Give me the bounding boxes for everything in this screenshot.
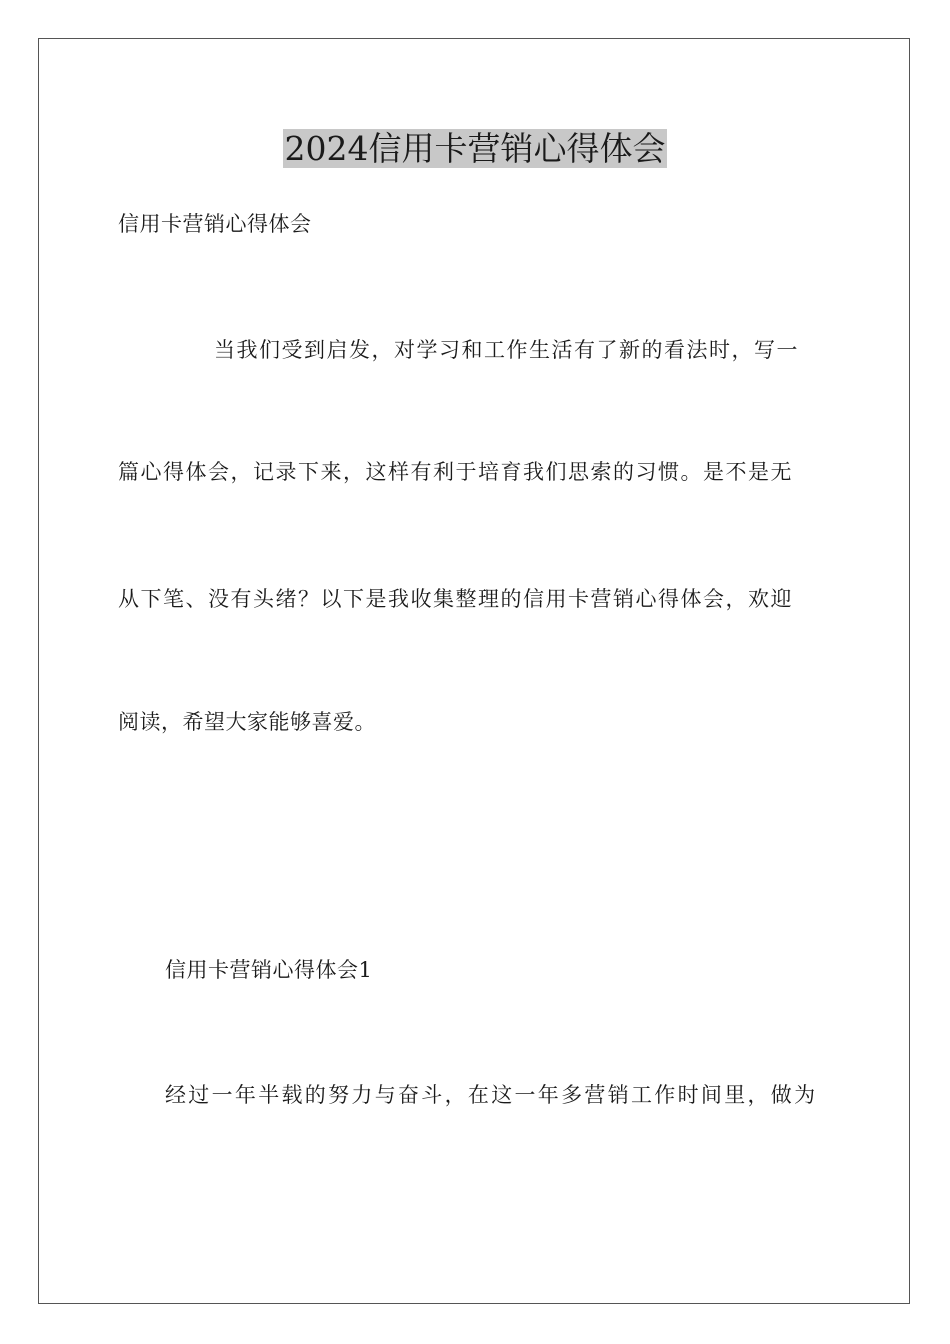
document-subtitle: 信用卡营销心得体会: [118, 212, 312, 236]
document-title-text: 2024信用卡营销心得体会: [284, 129, 666, 168]
section-paragraph-line: 经过一年半载的努力与奋斗，在这一年多营销工作时间里，做为: [165, 1083, 818, 1107]
section-heading: 信用卡营销心得体会1: [165, 958, 373, 982]
intro-paragraph-line: 从下笔、没有头绪？以下是我收集整理的信用卡营销心得体会，欢迎: [118, 587, 793, 611]
intro-paragraph-line: 阅读，希望大家能够喜爱。: [118, 710, 376, 734]
document-title: [0, 126, 950, 172]
intro-paragraph-line: 篇心得体会，记录下来，这样有利于培育我们思索的习惯。是不是无: [118, 460, 793, 484]
intro-paragraph-line: 当我们受到启发，对学习和工作生活有了新的看法时，写一: [214, 338, 799, 362]
